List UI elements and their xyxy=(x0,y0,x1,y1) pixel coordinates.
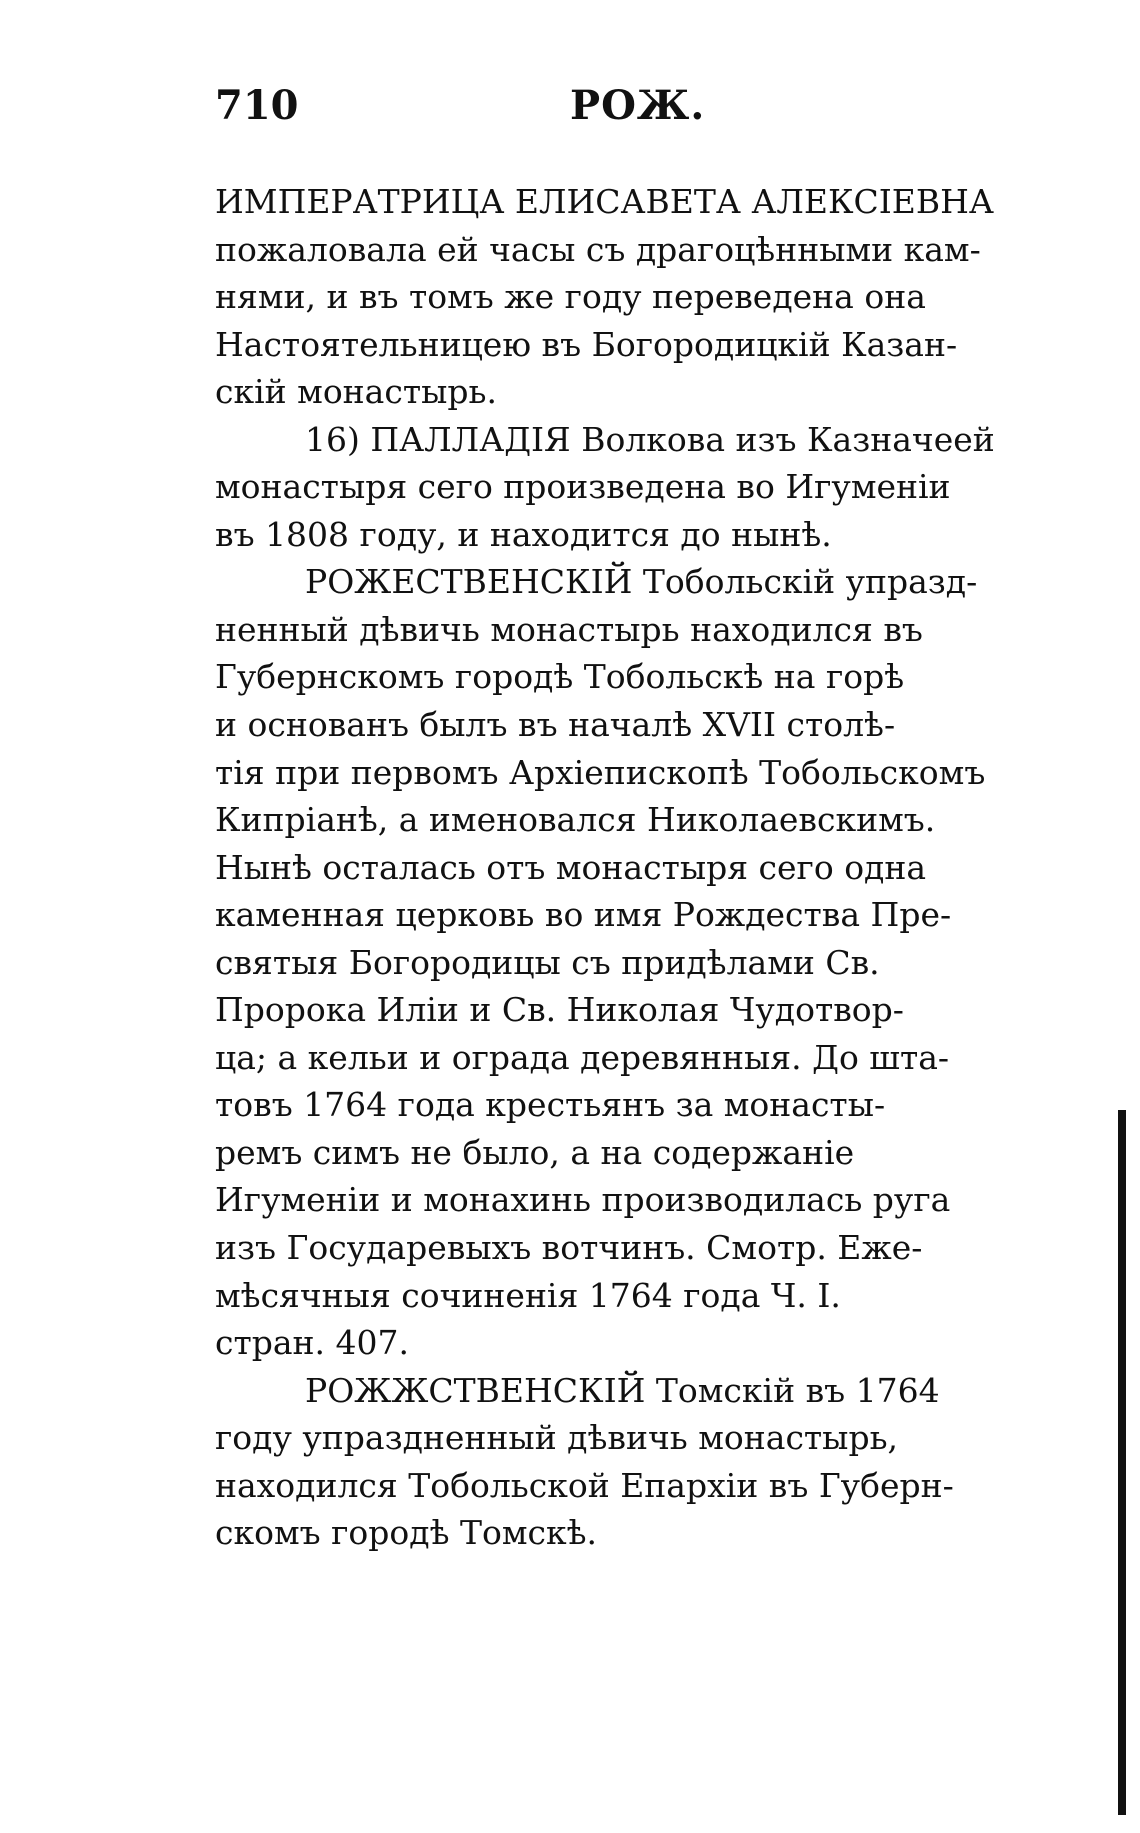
text-line: стран. 407. xyxy=(215,1323,409,1363)
text-line: Губернскомъ городѣ Тобольскѣ на горѣ xyxy=(215,657,905,697)
text-line: Настоятельницею въ Богородицкій Казан- xyxy=(215,324,958,364)
text-line: мѣсячныя сочиненія 1764 года Ч. I. xyxy=(215,1275,841,1315)
text-line: Игуменіи и монахинь производилась руга xyxy=(215,1180,951,1220)
text-line: скомъ городѣ Томскѣ. xyxy=(215,1513,598,1553)
text-line: году упраздненный дѣвичь монастырь, xyxy=(215,1418,899,1458)
text-line: товъ 1764 года крестьянъ за монасты- xyxy=(215,1085,886,1125)
text-line: Пророка Иліи и Св. Николая Чудотвор- xyxy=(215,990,904,1030)
text-line: РОЖЖСТВЕНСКІЙ Томскій въ 1764 xyxy=(305,1370,940,1410)
text-line: Кипріанѣ, а именовался Николаевскимъ. xyxy=(215,800,936,840)
running-head: РОЖ. xyxy=(570,82,706,129)
text-line: нями, и въ томъ же году переведена она xyxy=(215,277,926,317)
scan-edge-shadow xyxy=(1118,1110,1126,1815)
text-line: ремъ симъ не было, а на содержаніе xyxy=(215,1132,855,1172)
page-header xyxy=(215,82,855,132)
text-line: каменная церковь во имя Рождества Пре- xyxy=(215,895,952,935)
text-line: тія при первомъ Архіепископѣ Тобольскомъ xyxy=(215,752,986,792)
text-line: ИМПЕРАТРИЦА ЕЛИСАВЕТА АЛЕКСІЕВНА xyxy=(215,182,994,221)
page-text xyxy=(215,178,995,1557)
text-line: и основанъ былъ въ началѣ XVII столѣ- xyxy=(215,705,896,745)
page-number: 710 xyxy=(215,82,299,129)
text-line: скій монастырь. xyxy=(215,372,497,412)
text-line: РОЖЕСТВЕНСКІЙ Тобольскій упразд- xyxy=(305,562,978,602)
text-line: находился Тобольской Епархіи въ Губерн- xyxy=(215,1465,954,1505)
text-line: 16) ПАЛЛАДІЯ Волкова изъ Казначеей xyxy=(305,419,995,459)
text-line: Нынѣ осталась отъ монастыря сего одна xyxy=(215,847,927,887)
text-line: ца; а кельи и ограда деревянныя. До шта- xyxy=(215,1037,950,1077)
text-line: монастыря сего произведена во Игуменіи xyxy=(215,467,951,507)
text-line: святыя Богородицы съ придѣлами Св. xyxy=(215,942,880,982)
text-line: въ 1808 году, и находится до нынѣ. xyxy=(215,514,832,554)
text-line: ненный дѣвичь монастырь находился въ xyxy=(215,609,923,649)
text-line: пожаловала ей часы съ драгоцѣнными кам- xyxy=(215,229,981,269)
text-line: изъ Государевыхъ вотчинъ. Смотр. Еже- xyxy=(215,1228,923,1268)
